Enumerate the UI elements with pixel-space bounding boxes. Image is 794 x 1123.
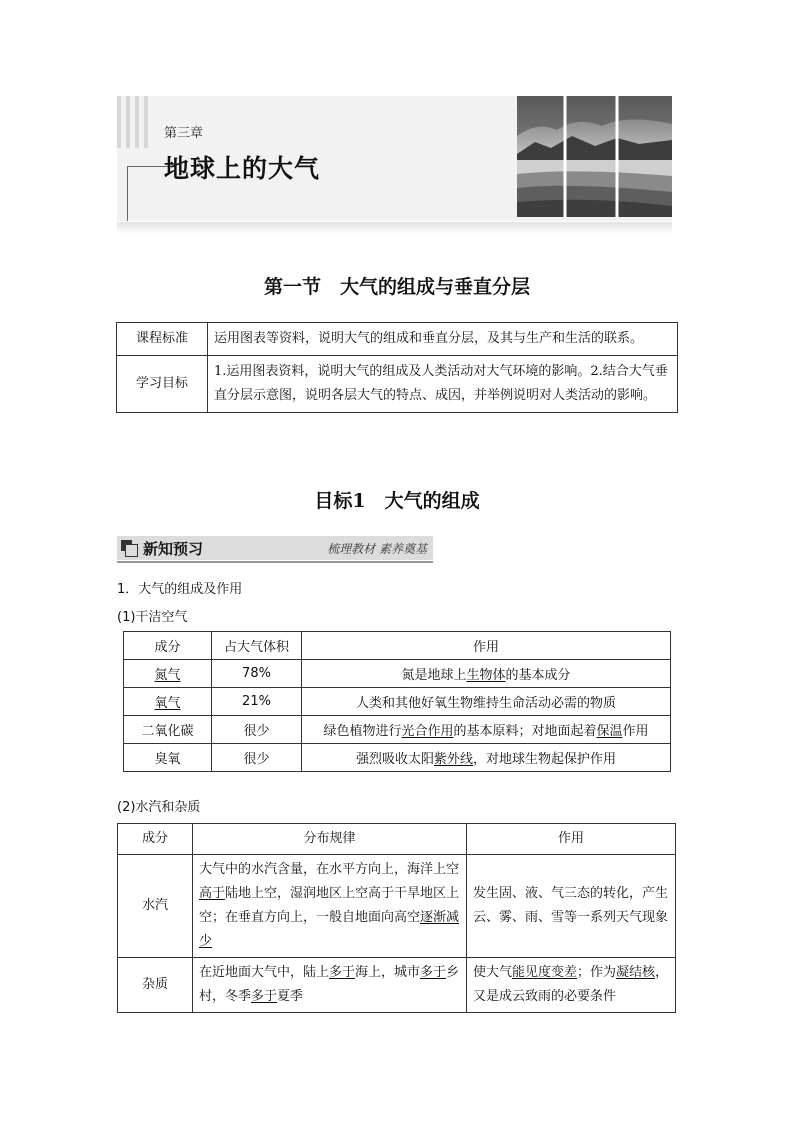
- dry-air-table: [123, 631, 671, 772]
- role-cell: 绿色植物进行光合作用的基本原料；对地面起着保温作用: [302, 716, 671, 744]
- table-row: [118, 958, 676, 1013]
- component-name: 氧气: [154, 696, 181, 711]
- component-name: 臭氧: [124, 744, 212, 772]
- table-row: [117, 356, 678, 413]
- role-cell: 发生固、液、气三态的转化，产生云、雾、雨、雪等一系列天气现象: [467, 855, 676, 958]
- component-name: 水汽: [118, 855, 193, 958]
- column-header: 作用: [467, 824, 676, 855]
- component-name: 杂质: [118, 958, 193, 1013]
- preview-bar: [117, 536, 433, 560]
- section-title: 第一节 大气的组成与垂直分层: [263, 276, 530, 298]
- volume-cell: 很少: [212, 744, 302, 772]
- column-header: 成分: [124, 632, 212, 660]
- standards-table: [116, 322, 678, 413]
- role-cell: 强烈吸收太阳紫外线，对地球生物起保护作用: [302, 744, 671, 772]
- landscape-photo: [517, 96, 672, 217]
- chapter-banner: [117, 96, 672, 221]
- table-row: [124, 716, 671, 744]
- distribution-cell: 在近地面大气中，陆上多于海上，城市多于乡村，冬季多于夏季: [193, 958, 467, 1013]
- water-impurity-table: [117, 823, 676, 1013]
- role-cell: 人类和其他好氧生物维持生命活动必需的物质: [302, 688, 671, 716]
- square-outline-icon: [125, 544, 138, 557]
- table-header-row: [118, 824, 676, 855]
- role-cell: 使大气能见度变差；作为凝结核，又是成云致雨的必要条件: [467, 958, 676, 1013]
- table-row: [117, 323, 678, 356]
- goal-label: 学习目标: [117, 356, 208, 413]
- decorative-bracket: [127, 166, 164, 221]
- volume-cell: 很少: [212, 716, 302, 744]
- volume-cell: 21%: [212, 688, 302, 716]
- table-row: [124, 688, 671, 716]
- preview-subtitle: 梳理教材 素养奠基: [327, 542, 427, 556]
- table-row: [124, 744, 671, 772]
- course-label: 课程标准: [117, 323, 208, 356]
- chapter-label: 第三章: [164, 126, 204, 141]
- column-header: 分布规律: [193, 824, 467, 855]
- chapter-title: 地球上的大气: [164, 154, 321, 183]
- role-cell: 氮是地球上生物体的基本成分: [302, 660, 671, 688]
- preview-title: 新知预习: [143, 540, 204, 558]
- subheading-dry-air: (1)干洁空气: [117, 610, 188, 625]
- table-row: [124, 660, 671, 688]
- distribution-cell: 大气中的水汽含量，在水平方向上，海洋上空高于陆地上空，湿润地区上空高于干旱地区上空；在垂直方向上，一般自地面向高空逐渐减少: [193, 855, 467, 958]
- table-row: [118, 855, 676, 958]
- table-header-row: [124, 632, 671, 660]
- goal-text: 1.运用图表资料，说明大气的组成及人类活动对大气环境的影响。2.结合大气垂直分层示意图，说明各层大气的特点、成因，并举例说明对人类活动的影响。: [208, 356, 678, 413]
- column-header: 占大气体积: [212, 632, 302, 660]
- component-name: 氮气: [154, 668, 181, 683]
- component-name: 二氧化碳: [124, 716, 212, 744]
- column-header: 作用: [302, 632, 671, 660]
- decorative-stripes: [117, 96, 155, 148]
- column-header: 成分: [118, 824, 193, 855]
- item-heading: 1．大气的组成及作用: [117, 582, 243, 597]
- volume-cell: 78%: [212, 660, 302, 688]
- course-text: 运用图表等资料，说明大气的组成和垂直分层，及其与生产和生活的联系。: [208, 323, 678, 356]
- goal-title: 目标1 大气的组成: [314, 490, 480, 512]
- subheading-water-impurity: (2)水汽和杂质: [117, 800, 201, 815]
